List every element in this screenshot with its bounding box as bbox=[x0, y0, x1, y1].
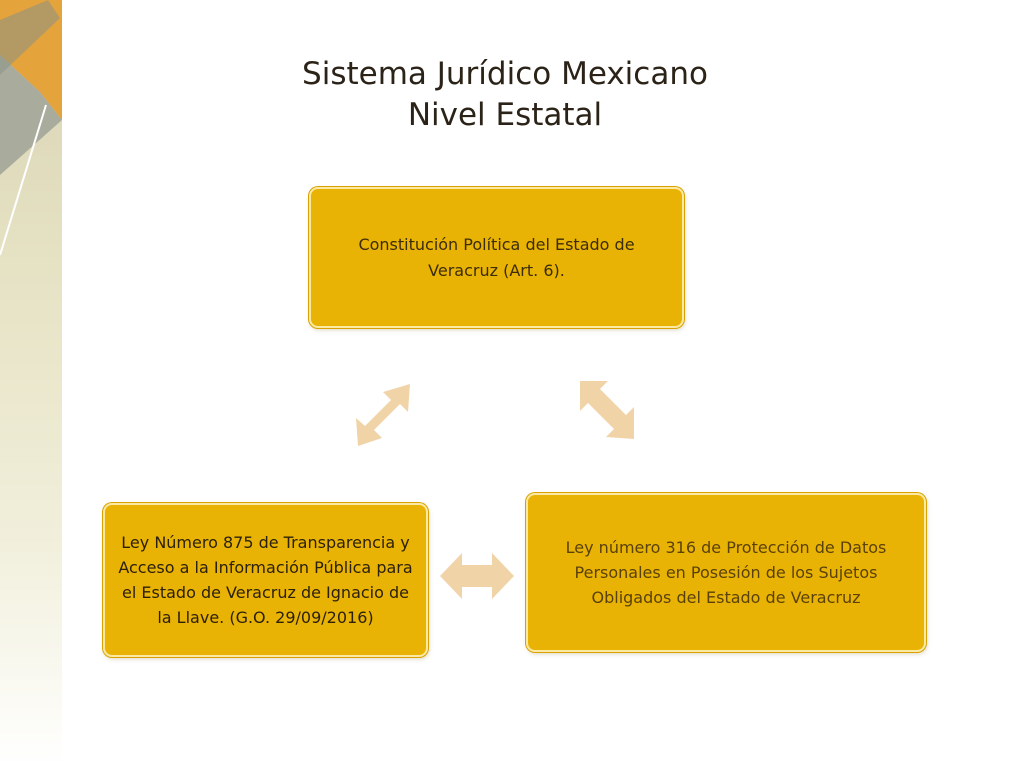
title-line-2: Nivel Estatal bbox=[407, 97, 603, 133]
node-ley-316 bbox=[526, 493, 926, 652]
slide-title bbox=[180, 54, 830, 136]
node-ley-875-label: Ley Número 875 de Transparencia y Acceso a la Información Pública para el Estado de Veracruz de Ignacio de la Llave. (G.O. 29/09/2016) bbox=[118, 533, 413, 627]
node-ley-316-label: Ley número 316 de Protección de Datos Personales en Posesión de los Sujetos Obligados del Estado de Veracruz bbox=[565, 538, 887, 607]
node-constitucion-label: Constitución Política del Estado de Veracruz (Art. 6). bbox=[358, 234, 635, 280]
double-arrow-icon-top-right bbox=[576, 375, 642, 445]
double-arrow-icon-left-right bbox=[438, 549, 516, 603]
node-ley-875 bbox=[103, 503, 428, 657]
title-line-1: Sistema Jurídico Mexicano bbox=[302, 56, 708, 92]
node-constitucion bbox=[309, 187, 684, 328]
side-decoration-shapes bbox=[0, 0, 62, 260]
double-arrow-icon-left-top bbox=[350, 380, 416, 450]
